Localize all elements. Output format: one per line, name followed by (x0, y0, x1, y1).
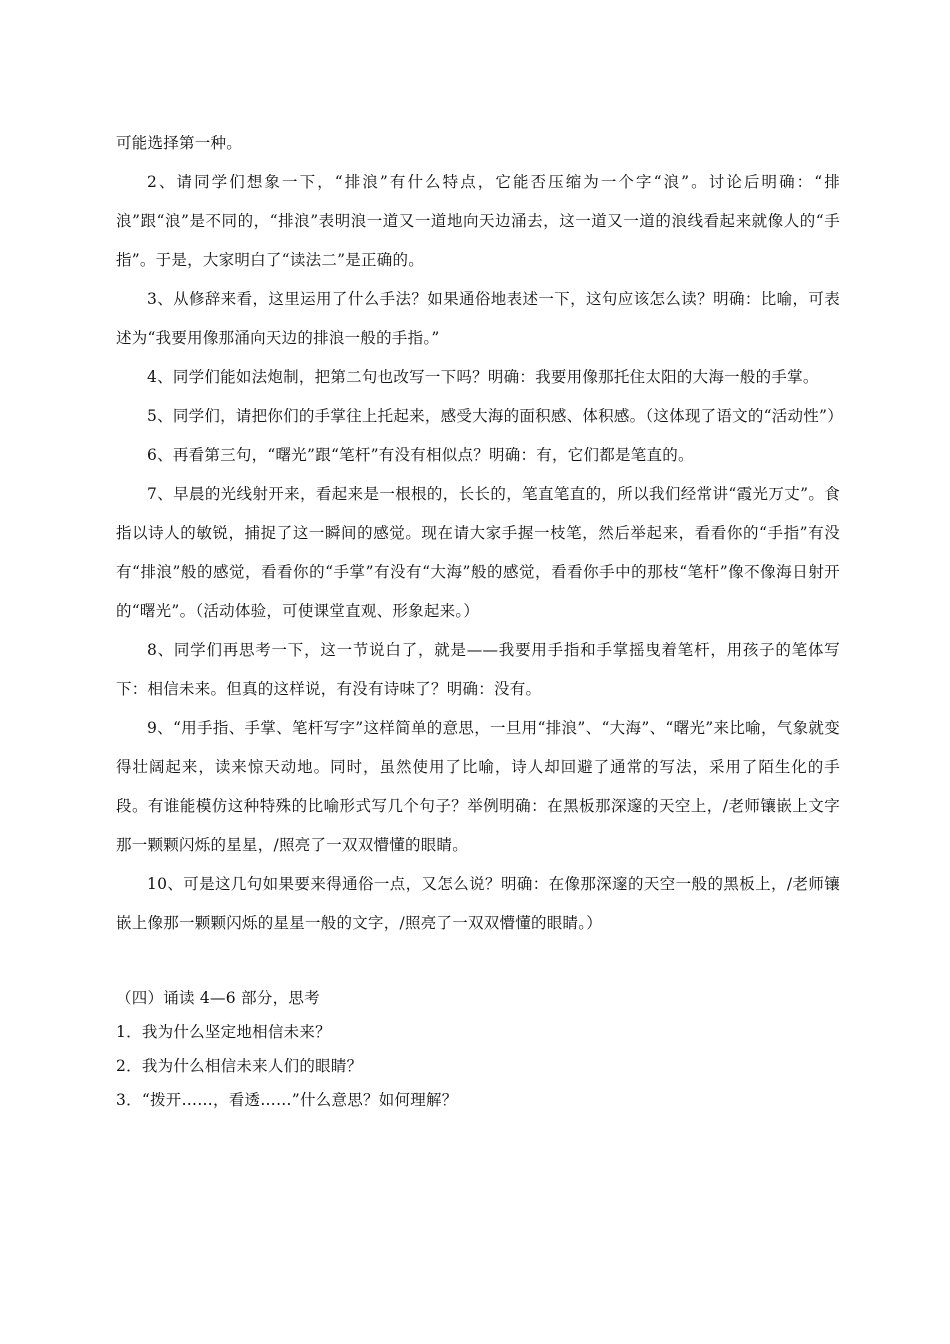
paragraph-2: 2、请同学们想象一下，“排浪”有什么特点，它能否压缩为一个字“浪”。讨论后明确：“排浪”跟“浪”是不同的，“排浪”表明浪一道又一道地向天边涌去，这一道又一道的浪线看起来就像人的“手指”。于是，大家明白了“读法二”是正确的。 (116, 173, 840, 269)
section-spacer (116, 943, 840, 981)
paragraph-8: 8、同学们再思考一下，这一节说白了，就是——我要用手指和手掌摇曳着笔杆，用孩子的笔体写下：相信未来。但真的这样说，有没有诗味了？明确：没有。 (116, 641, 840, 698)
paragraph-3: 3、从修辞来看，这里运用了什么手法？如果通俗地表述一下，这句应该怎么读？明确：比喻，可表述为“我要用像那涌向天边的排浪一般的手指。” (116, 290, 840, 347)
section-heading: （四）诵读 4—6 部分，思考 (116, 989, 320, 1007)
paragraph-4: 4、同学们能如法炮制，把第二句也改写一下吗？明确：我要用像那托住太阳的大海一般的手掌。 (147, 368, 819, 386)
question-1: 1．我为什么坚定地相信未来？ (116, 1023, 331, 1041)
paragraph-7: 7、早晨的光线射开来，看起来是一根根的，长长的，笔直笔直的，所以我们经常讲“霞光万丈”。食指以诗人的敏锐，捕捉了这一瞬间的感觉。现在请大家手握一枝笔，然后举起来，看看你的“手指”有没有“排浪”般的感觉，看看你的“手掌”有没有“大海”般的感觉，看看你手中的那枝“笔杆”像不像海日射开的“曙光”。（活动体验，可使课堂直观、形象起来。） (116, 485, 840, 620)
question-3: 3．“拨开……，看透……”什么意思？如何理解？ (116, 1091, 458, 1109)
document-body (116, 124, 843, 1117)
paragraph-continuation: 可能选择第一种。 (116, 134, 243, 152)
section-four (116, 981, 840, 1117)
paragraph-10: 10、可是这几句如果要来得通俗一点，又怎么说？明确：在像那深邃的天空一般的黑板上，/老师镶嵌上像那一颗颗闪烁的星星一般的文字，/照亮了一双双懵懂的眼睛。） (116, 875, 840, 932)
paragraph-6: 6、再看第三句，“曙光”跟“笔杆”有没有相似点？明确：有，它们都是笔直的。 (147, 446, 694, 464)
paragraph-5: 5、同学们，请把你们的手掌往上托起来，感受大海的面积感、体积感。（这体现了语文的“活动性”） (147, 407, 843, 425)
paragraph-9: 9、“用手指、手掌、笔杆写字”这样简单的意思，一旦用“排浪”、“大海”、“曙光”来比喻，气象就变得壮阔起来，读来惊天动地。同时，虽然使用了比喻，诗人却回避了通常的写法，采用了陌生化的手段。有谁能模仿这种特殊的比喻形式写几个句子？举例明确：在黑板那深邃的天空上，/老师镶嵌上文字那一颗颗闪烁的星星，/照亮了一双双懵懂的眼睛。 (116, 719, 840, 854)
question-2: 2．我为什么相信未来人们的眼睛？ (116, 1057, 363, 1075)
